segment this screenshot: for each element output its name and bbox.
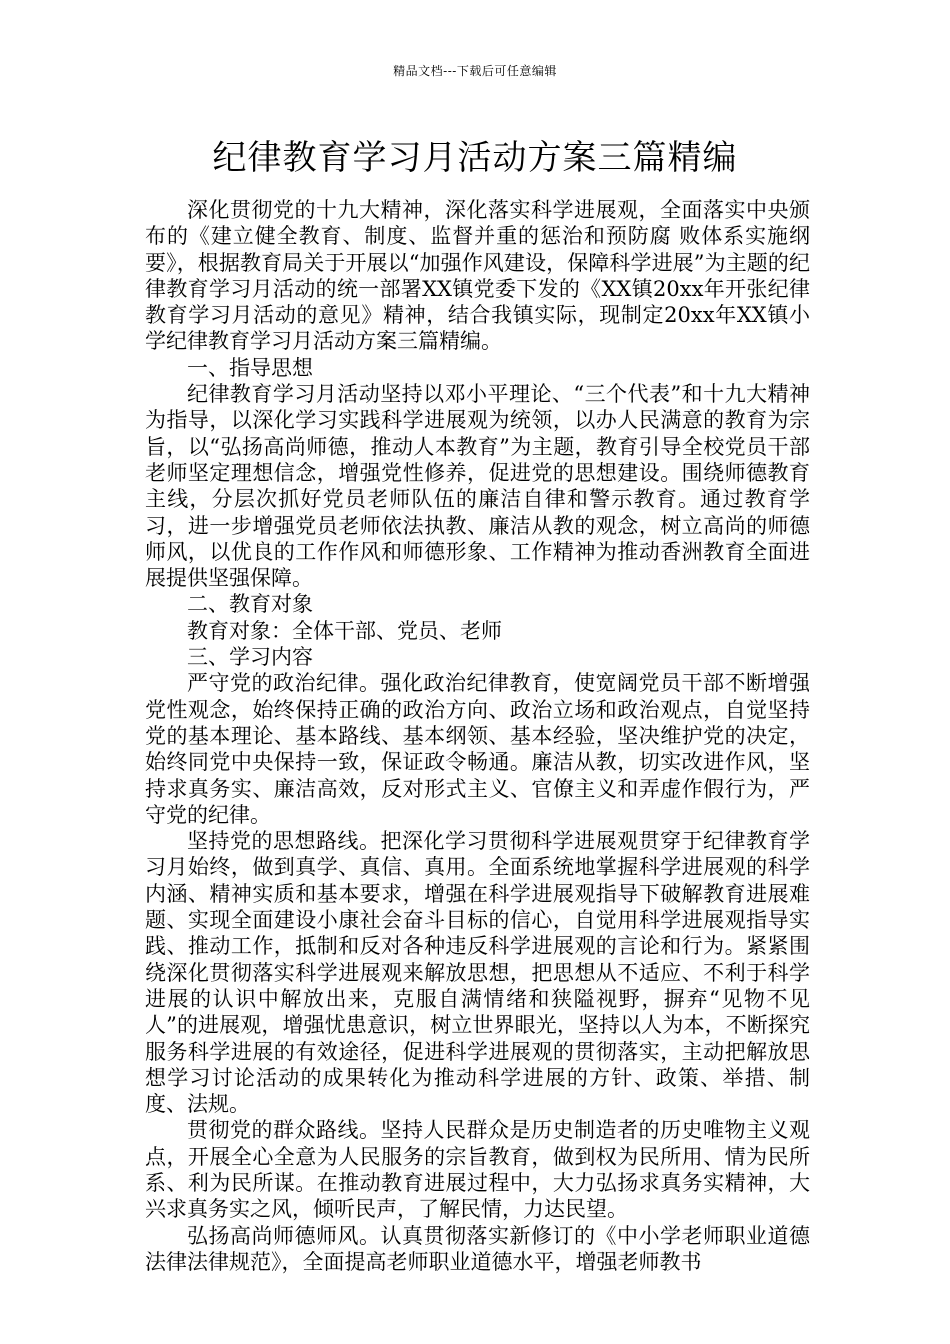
document-body [145,197,810,1275]
paragraph-teacher-ethics: 弘扬高尚师德师风。认真贯彻落实新修订的《中小学老师职业道德法律法律规范》，全面提高老师职业道德水平，增强老师教书 [145,1223,810,1274]
header-note: 精品文档---下载后可任意编辑 [393,64,557,78]
section-heading-education-target: 二、教育对象 [187,592,313,617]
paragraph-mass-line: 贯彻党的群众路线。坚持人民群众是历史制造者的历史唯物主义观点，开展全心全意为人民服务的宗旨教育，做到权为民所用、情为民所系、利为民所谋。在推动教育进展过程中，大力弘扬求真务实精神，大兴求真务实之风，倾听民声，了解民情，力达民望。 [145,1118,810,1222]
paragraph-guiding-ideology: 纪律教育学习月活动坚持以邓小平理论、“三个代表”和十九大精神为指导，以深化学习实践科学进展观为统领，以办人民满意的教育为宗旨，以“弘扬高尚师德，推动人本教育”为主题，教育引导全校党员干部老师坚定理想信念，增强党性修养，促进党的思想建设。围绕师德教育主线，分层次抓好党员老师队伍的廉洁自律和警示教育。通过教育学习，进一步增强党员老师依法执教、廉洁从教的观念，树立高尚的师德师风，以优良的工作作风和师德形象、工作精神为推动香洲教育全面进展提供坚强保障。 [145,382,810,591]
section-heading-study-content: 三、学习内容 [187,645,313,670]
paragraph-intro: 深化贯彻党的十九大精神，深化落实科学进展观，全面落实中央颁布的《建立健全教育、制度、监督并重的惩治和预防腐 败体系实施纲要》，根据教育局关于开展以“加强作风建设，保障科学进展”为主题的纪律教育学习月活动的统一部署XX镇党委下发的《XX镇20xx年开张纪律教育学习月活动的意见》精神，结合我镇实际，现制定20xx年XX镇小学纪律教育学习月活动方案三篇精编。 [145,198,810,354]
paragraph-education-target: 教育对象：全体干部、党员、老师 [187,618,502,643]
document-title: 纪律教育学习月活动方案三篇精编 [212,138,738,178]
paragraph-ideological-line: 坚持党的思想路线。把深化学习贯彻科学进展观贯穿于纪律教育学习月始终，做到真学、真信、真用。全面系统地掌握科学进展观的科学内涵、精神实质和基本要求，增强在科学进展观指导下破解教育进展难题、实现全面建设小康社会奋斗目标的信心，自觉用科学进展观指导实践、推动工作，抵制和反对各种违反科学进展观的言论和行为。紧紧围绕深化贯彻落实科学进展观来解放思想，把思想从不适应、不利于科学进展的认识中解放出来，克服自满情绪和狭隘视野，摒弃“见物不见人”的进展观，增强忧患意识，树立世界眼光，坚持以人为本，不断探究服务科学进展的有效途径，促进科学进展观的贯彻落实，主动把解放思想学习讨论活动的成果转化为推动科学进展的方针、政策、举措、制度、法规。 [145,829,810,1117]
paragraph-political-discipline: 严守党的政治纪律。强化政治纪律教育，使宽阔党员干部不断增强党性观念，始终保持正确的政治方向、政治立场和政治观点，自觉坚持党的基本理论、基本路线、基本纲领、基本经验，坚决维护党的决定，始终同党中央保持一致，保证政令畅通。廉洁从教，切实改进作风，坚持求真务实、廉洁高效，反对形式主义、官僚主义和弄虚作假行为，严守党的纪律。 [145,671,810,827]
section-heading-guiding-ideology: 一、指导思想 [187,355,313,380]
